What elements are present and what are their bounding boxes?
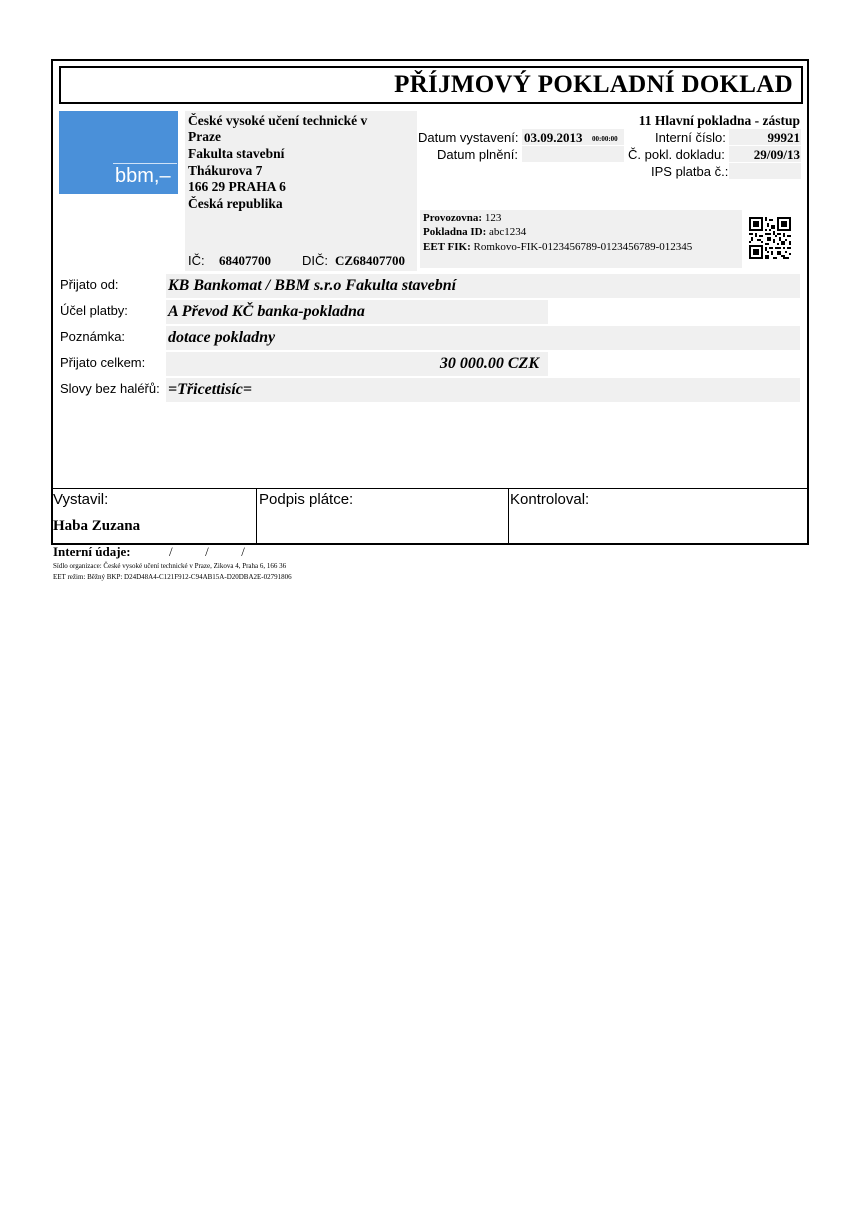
internal-data-label: Interní údaje: bbox=[53, 544, 131, 559]
logo-text: bbm,– bbox=[115, 165, 171, 187]
doc-number-label: Č. pokl. dokladu: bbox=[628, 147, 725, 162]
org-country: Česká republika bbox=[188, 196, 283, 211]
total-label: Přijato celkem: bbox=[60, 355, 146, 370]
eet-fik-value: Romkovo-FIK-0123456789-0123456789-012345 bbox=[473, 241, 693, 253]
issue-date-label: Datum vystavení: bbox=[418, 130, 519, 145]
org-name-line2: Praze bbox=[188, 129, 221, 144]
cashbox-name: 11 Hlavní pokladna - zástup bbox=[638, 113, 800, 128]
words-label: Slovy bez haléřů: bbox=[60, 381, 160, 396]
checked-by-label: Kontroloval: bbox=[510, 491, 590, 508]
words-value: =Třicettisíc= bbox=[168, 381, 252, 398]
words-box bbox=[166, 378, 800, 402]
dic-label: DIČ: bbox=[302, 253, 328, 268]
signature-separator-2 bbox=[508, 488, 509, 543]
org-street: Thákurova 7 bbox=[188, 163, 263, 178]
ips-label: IPS platba č.: bbox=[651, 164, 729, 179]
received-from-label: Přijato od: bbox=[60, 277, 119, 292]
issued-by-name: Haba Zuzana bbox=[53, 518, 141, 534]
received-from-value: KB Bankomat / BBM s.r.o Fakulta stavební bbox=[168, 277, 457, 294]
eet-fik-label: EET FIK: bbox=[423, 241, 471, 253]
eet-mode: EET režim: Běžný BKP: D24D48A4-C121F912-C94AB15A-D20DBA2E-02791806 bbox=[53, 573, 292, 581]
issue-time: 00:00:00 bbox=[592, 135, 618, 143]
signature-separator-1 bbox=[256, 488, 257, 543]
ic-label: IČ: bbox=[188, 253, 205, 268]
logo-rule bbox=[113, 163, 177, 164]
pokladna-id-value: abc1234 bbox=[489, 226, 527, 238]
org-name-line1: České vysoké učení technické v bbox=[188, 113, 368, 128]
payer-signature-label: Podpis plátce: bbox=[259, 491, 354, 508]
issued-by-label: Vystavil: bbox=[53, 491, 109, 508]
doc-number: 29/09/13 bbox=[753, 147, 800, 162]
company-logo bbox=[59, 111, 178, 194]
signature-divider bbox=[51, 488, 807, 489]
internal-data-slashes: / / / bbox=[169, 544, 245, 559]
ips-box bbox=[729, 163, 801, 179]
document-title: PŘÍJMOVÝ POKLADNÍ DOKLAD bbox=[394, 71, 793, 98]
internal-number: 99921 bbox=[767, 130, 800, 145]
fulfil-date-box bbox=[522, 146, 624, 162]
purpose-value: A Převod KČ banka-pokladna bbox=[168, 303, 365, 320]
fulfil-date-label: Datum plnění: bbox=[437, 147, 518, 162]
dic-value: CZ68407700 bbox=[335, 253, 406, 268]
qr-code-icon bbox=[749, 217, 791, 259]
issue-date: 03.09.2013 bbox=[524, 130, 583, 145]
organization-seat: Sídlo organizace: České vysoké učení technické v Praze, Zikova 4, Praha 6, 166 36 bbox=[53, 562, 287, 570]
org-faculty: Fakulta stavební bbox=[188, 146, 285, 161]
note-value: dotace pokladny bbox=[168, 329, 276, 346]
note-label: Poznámka: bbox=[60, 329, 126, 344]
org-city: 166 29 PRAHA 6 bbox=[188, 179, 286, 194]
purpose-label: Účel platby: bbox=[60, 303, 128, 318]
ic-value: 68407700 bbox=[219, 253, 271, 268]
internal-number-label: Interní číslo: bbox=[655, 130, 726, 145]
provozovna-label: Provozovna: bbox=[423, 212, 483, 224]
pokladna-id-label: Pokladna ID: bbox=[423, 226, 487, 238]
title-bar bbox=[59, 66, 803, 104]
total-value: 30 000.00 CZK bbox=[439, 355, 539, 372]
provozovna-value: 123 bbox=[484, 212, 502, 224]
